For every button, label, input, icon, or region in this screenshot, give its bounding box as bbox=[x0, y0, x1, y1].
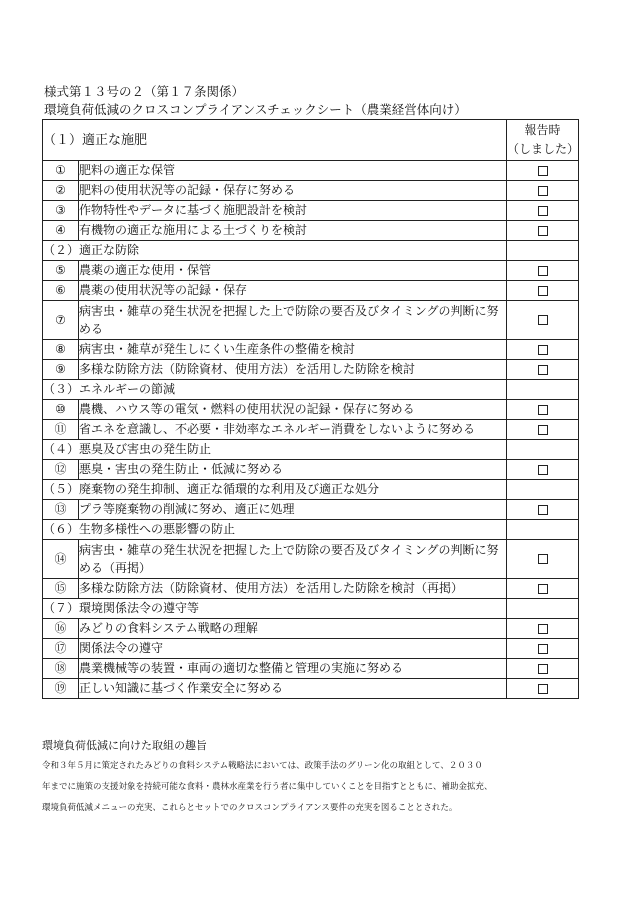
item-number: ⑧ bbox=[43, 340, 79, 360]
check-cell bbox=[507, 460, 579, 480]
item-text: 正しい知識に基づく作業安全に努める bbox=[79, 679, 507, 699]
check-item-row bbox=[43, 221, 579, 241]
check-item-row bbox=[43, 500, 579, 520]
checkbox[interactable] bbox=[538, 644, 548, 654]
check-cell bbox=[507, 221, 579, 241]
empty-check-cell bbox=[507, 440, 579, 460]
check-item-row bbox=[43, 261, 579, 281]
item-number: ① bbox=[43, 161, 79, 181]
item-text: 農薬の適正な使用・保管 bbox=[79, 261, 507, 281]
section-heading: （２）適正な防除 bbox=[43, 241, 507, 261]
section-row bbox=[43, 440, 579, 460]
check-item-row bbox=[43, 639, 579, 659]
checkbox[interactable] bbox=[538, 425, 548, 435]
checkbox[interactable] bbox=[538, 266, 548, 276]
check-item-row bbox=[43, 340, 579, 360]
item-number: ④ bbox=[43, 221, 79, 241]
checkbox[interactable] bbox=[538, 186, 548, 196]
check-cell bbox=[507, 679, 579, 699]
item-text: 多様な防除方法（防除資材、使用方法）を活用した防除を検討 bbox=[79, 360, 507, 380]
check-cell bbox=[507, 201, 579, 221]
item-text: 病害虫・雑草の発生状況を把握した上で防除の要否及びタイミングの判断に努める（再掲） bbox=[79, 540, 507, 579]
item-text: 悪臭・害虫の発生防止・低減に努める bbox=[79, 460, 507, 480]
item-number: ⑭ bbox=[43, 540, 79, 579]
section-heading: （１）適正な施肥 bbox=[43, 120, 507, 161]
check-cell bbox=[507, 500, 579, 520]
section-row bbox=[43, 599, 579, 619]
check-item-row bbox=[43, 201, 579, 221]
check-item-row bbox=[43, 679, 579, 699]
check-item-row bbox=[43, 360, 579, 380]
check-cell bbox=[507, 579, 579, 599]
notes-line: 環境負荷低減メニューの充実、これらとセットでのクロスコンプライアンス要件の充実を図ることとされた。 bbox=[42, 803, 458, 813]
checkbox[interactable] bbox=[538, 554, 548, 564]
check-cell bbox=[507, 181, 579, 201]
section-heading: （７）環境関係法令の遵守等 bbox=[43, 599, 507, 619]
check-cell bbox=[507, 420, 579, 440]
item-number: ② bbox=[43, 181, 79, 201]
item-text: 肥料の使用状況等の記録・保存に努める bbox=[79, 181, 507, 201]
check-item-row bbox=[43, 301, 579, 340]
empty-check-cell bbox=[507, 380, 579, 400]
check-cell bbox=[507, 400, 579, 420]
report-column-header bbox=[507, 120, 579, 161]
item-number: ⑦ bbox=[43, 301, 79, 340]
empty-check-cell bbox=[507, 480, 579, 500]
notes-line: 令和３年５月に策定されたみどりの食料システム戦略法においては、政策手法のグリーン化の取組として、２０３０ bbox=[42, 761, 483, 771]
check-cell bbox=[507, 619, 579, 639]
empty-check-cell bbox=[507, 241, 579, 261]
item-text: 農薬の使用状況等の記録・保存 bbox=[79, 281, 507, 301]
notes-title: 環境負荷低減に向けた取組の趣旨 bbox=[42, 739, 207, 752]
item-number: ⑬ bbox=[43, 500, 79, 520]
checkbox[interactable] bbox=[538, 166, 548, 176]
item-number: ⑫ bbox=[43, 460, 79, 480]
check-item-row bbox=[43, 540, 579, 579]
item-text: 多様な防除方法（防除資材、使用方法）を活用した防除を検討（再掲） bbox=[79, 579, 507, 599]
item-text: 農業機械等の装置・車両の適切な整備と管理の実施に努める bbox=[79, 659, 507, 679]
item-text: みどりの食料システム戦略の理解 bbox=[79, 619, 507, 639]
checkbox[interactable] bbox=[538, 286, 548, 296]
check-item-row bbox=[43, 420, 579, 440]
check-cell bbox=[507, 301, 579, 340]
item-number: ⑪ bbox=[43, 420, 79, 440]
item-number: ⑩ bbox=[43, 400, 79, 420]
check-item-row bbox=[43, 161, 579, 181]
checkbox[interactable] bbox=[538, 664, 548, 674]
empty-check-cell bbox=[507, 520, 579, 540]
section-row bbox=[43, 520, 579, 540]
check-item-row bbox=[43, 579, 579, 599]
item-text: 病害虫・雑草の発生状況を把握した上で防除の要否及びタイミングの判断に努める bbox=[79, 301, 507, 340]
check-cell bbox=[507, 281, 579, 301]
item-number: ⑮ bbox=[43, 579, 79, 599]
section-row bbox=[43, 241, 579, 261]
check-item-row bbox=[43, 181, 579, 201]
report-column-label: 報告時 bbox=[524, 123, 561, 137]
check-cell bbox=[507, 659, 579, 679]
table-header-row bbox=[43, 120, 579, 161]
checkbox[interactable] bbox=[538, 315, 548, 325]
check-cell bbox=[507, 161, 579, 181]
checkbox[interactable] bbox=[538, 684, 548, 694]
checkbox[interactable] bbox=[538, 365, 548, 375]
section-row bbox=[43, 380, 579, 400]
item-number: ⑨ bbox=[43, 360, 79, 380]
empty-check-cell bbox=[507, 599, 579, 619]
check-item-row bbox=[43, 400, 579, 420]
checklist-table bbox=[42, 119, 579, 699]
check-cell bbox=[507, 540, 579, 579]
section-heading: （４）悪臭及び害虫の発生防止 bbox=[43, 440, 507, 460]
check-cell bbox=[507, 261, 579, 281]
item-text: 作物特性やデータに基づく施肥設計を検討 bbox=[79, 201, 507, 221]
check-item-row bbox=[43, 281, 579, 301]
checkbox[interactable] bbox=[538, 226, 548, 236]
checkbox[interactable] bbox=[538, 345, 548, 355]
page-title: 環境負荷低減のクロスコンプライアンスチェックシート（農業経営体向け） bbox=[44, 102, 467, 117]
report-column-sublabel: （しました） bbox=[507, 142, 580, 156]
item-text: 病害虫・雑草が発生しにくい生産条件の整備を検討 bbox=[79, 340, 507, 360]
check-item-row bbox=[43, 659, 579, 679]
item-number: ⑥ bbox=[43, 281, 79, 301]
check-item-row bbox=[43, 460, 579, 480]
notes-line: 年までに施策の支援対象を持続可能な食料・農林水産業を行う者に集中していくことを目指すとともに、補助金拡充、 bbox=[42, 782, 493, 792]
item-text: 肥料の適正な保管 bbox=[79, 161, 507, 181]
check-item-row bbox=[43, 619, 579, 639]
checkbox[interactable] bbox=[538, 624, 548, 634]
section-heading: （３）エネルギーの節減 bbox=[43, 380, 507, 400]
check-cell bbox=[507, 639, 579, 659]
item-number: ⑰ bbox=[43, 639, 79, 659]
check-cell bbox=[507, 340, 579, 360]
item-number: ⑱ bbox=[43, 659, 79, 679]
item-text: 関係法令の遵守 bbox=[79, 639, 507, 659]
item-number: ⑤ bbox=[43, 261, 79, 281]
checkbox[interactable] bbox=[538, 465, 548, 475]
checkbox[interactable] bbox=[538, 584, 548, 594]
item-number: ③ bbox=[43, 201, 79, 221]
checkbox[interactable] bbox=[538, 405, 548, 415]
section-row bbox=[43, 480, 579, 500]
item-number: ⑲ bbox=[43, 679, 79, 699]
check-cell bbox=[507, 360, 579, 380]
form-number-label: 様式第１３号の２（第１７条関係） bbox=[44, 84, 245, 99]
item-text: 省エネを意識し、不必要・非効率なエネルギー消費をしないように努める bbox=[79, 420, 507, 440]
item-number: ⑯ bbox=[43, 619, 79, 639]
item-text: 有機物の適正な施用による土づくりを検討 bbox=[79, 221, 507, 241]
item-text: プラ等廃棄物の削減に努め、適正に処理 bbox=[79, 500, 507, 520]
section-heading: （６）生物多様性への悪影響の防止 bbox=[43, 520, 507, 540]
checkbox[interactable] bbox=[538, 206, 548, 216]
item-text: 農機、ハウス等の電気・燃料の使用状況の記録・保存に努める bbox=[79, 400, 507, 420]
checkbox[interactable] bbox=[538, 505, 548, 515]
section-heading: （５）廃棄物の発生抑制、適正な循環的な利用及び適正な処分 bbox=[43, 480, 507, 500]
